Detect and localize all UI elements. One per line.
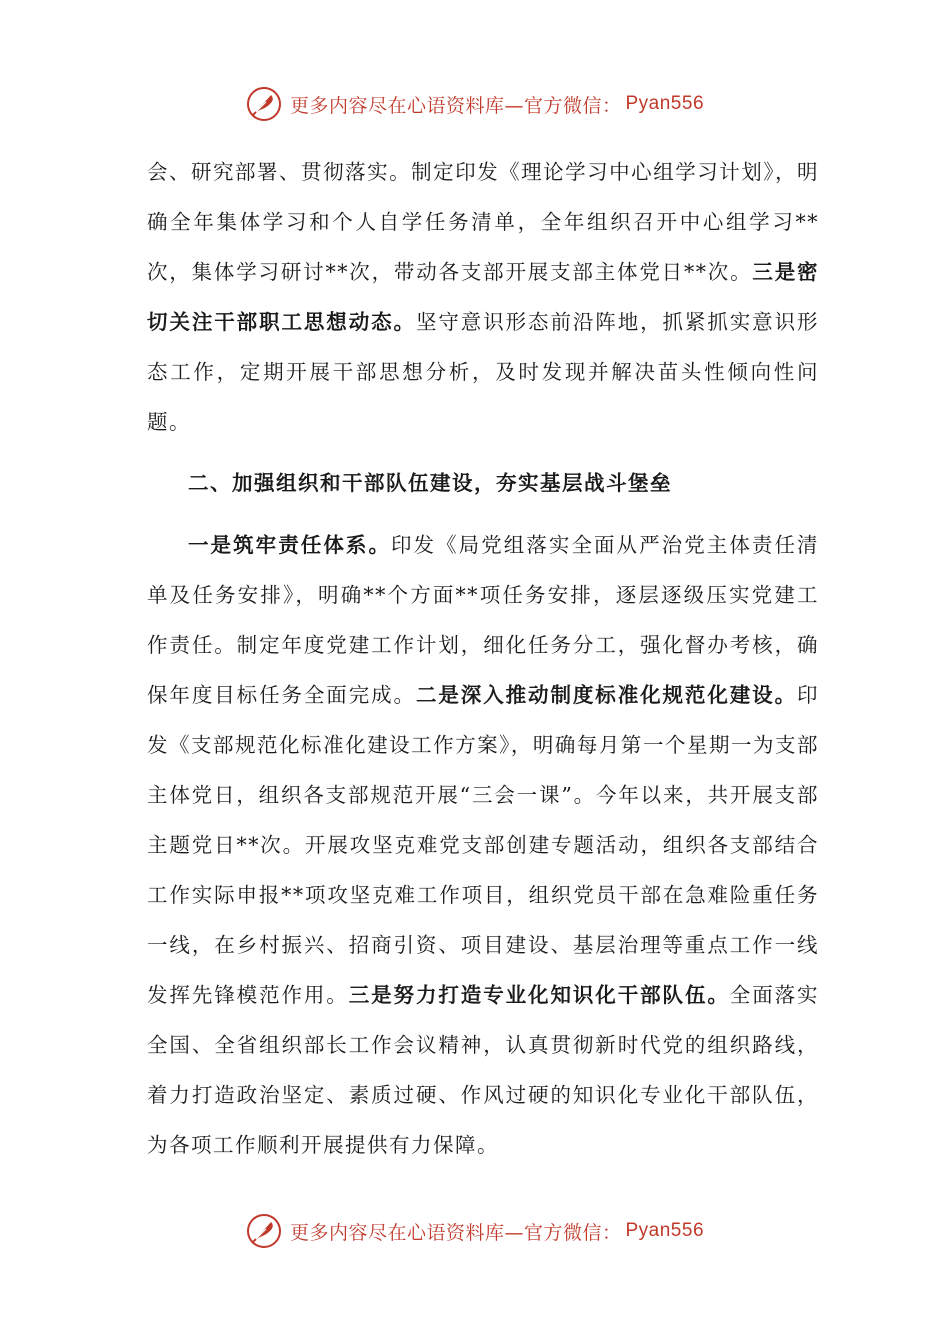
watermark-text: 更多内容尽在心语资料库—官方微信： bbox=[289, 94, 622, 117]
para2-text-3: 全面落实全国、全省组织部长工作会议精神，认真贯彻新时代党的组织路线，着力打造政治坚定、素质过硬、作风过硬的知识化专业化干部队伍，为各项工作顺利开展提供有力保障。 bbox=[147, 983, 820, 1157]
para2-bold-point-3: 三是努力打造专业化知识化干部队伍。 bbox=[348, 983, 730, 1007]
watermark-footer bbox=[0, 1211, 950, 1251]
watermark-wechat-id: Pyan556 bbox=[625, 1220, 705, 1241]
watermark-text: 更多内容尽在心语资料库—官方微信： bbox=[289, 1221, 622, 1244]
para1-bold-point-3: 三是密切关注干部职工思想动态。 bbox=[147, 260, 820, 334]
para2-bold-point-2: 二是深入推动制度标准化规范化建设。 bbox=[415, 683, 798, 707]
section-heading-2: 二、加强组织和干部队伍建设，夯实基层战斗堡垒 bbox=[188, 471, 672, 495]
paragraph-section-2 bbox=[147, 520, 819, 1170]
para1-text-1: 会、研究部署、贯彻落实。制定印发《理论学习中心组学习计划》，明确全年集体学习和个人自学任务清单，全年组织召开中心组学习**次，集体学习研讨**次，带动各支部开展支部主体党日**次。 bbox=[147, 160, 819, 284]
feather-pen-icon bbox=[246, 1213, 282, 1249]
paragraph-continuation bbox=[147, 147, 819, 447]
para2-text-2: 印发《支部规范化标准化建设工作方案》，明确每月第一个星期一为支部主体党日，组织各支部规范开展“三会一课”。今年以来，共开展支部主题党日**次。开展攻坚克难党支部创建专题活动，组织各支部结合工作实际申报**项攻坚克难工作项目，组织党员干部在急难险重任务一线，在乡村振兴、招商引资、项目建设、基层治理等重点工作一线发挥先锋模范作用。 bbox=[147, 683, 820, 1007]
para2-text-1: 印发《局党组落实全面从严治党主体责任清单及任务安排》，明确**个方面**项任务安排，逐层逐级压实党建工作责任。制定年度党建工作计划，细化任务分工，强化督办考核，确保年度目标任务全面完成。 bbox=[147, 533, 819, 707]
para2-bold-point-1: 一是筑牢责任体系。 bbox=[188, 533, 391, 557]
para1-text-2: 坚守意识形态前沿阵地，抓紧抓实意识形态工作，定期开展干部思想分析，及时发现并解决苗头性倾向性问题。 bbox=[147, 310, 820, 434]
feather-pen-icon bbox=[246, 86, 282, 122]
watermark-header bbox=[0, 84, 950, 124]
watermark-wechat-id: Pyan556 bbox=[625, 93, 705, 114]
